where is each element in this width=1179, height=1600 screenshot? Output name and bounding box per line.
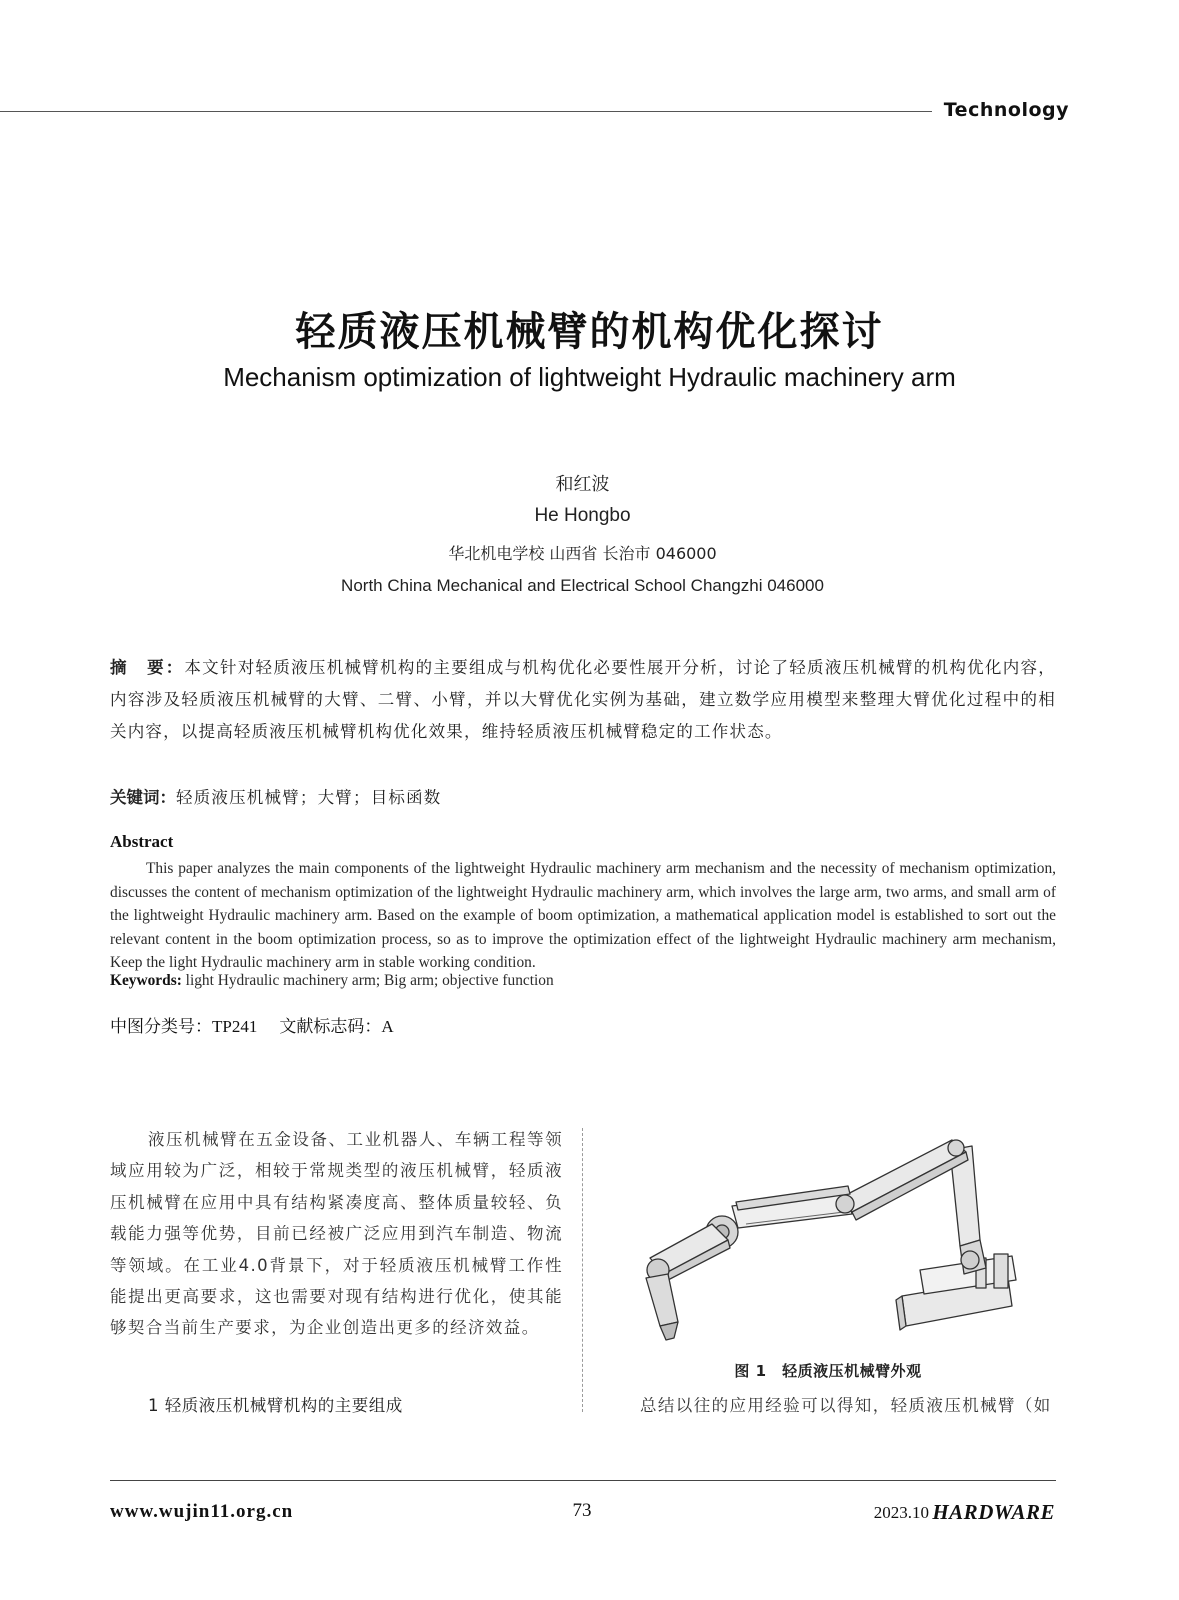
header-rule: [0, 111, 932, 112]
column-divider: [582, 1128, 583, 1412]
classification-line: [110, 1012, 394, 1037]
body-left-column: [110, 1124, 563, 1344]
keywords-english: [110, 972, 1056, 990]
section-heading-1: 1 轻质液压机械臂机构的主要组成: [148, 1396, 403, 1415]
abstract-chinese: [110, 652, 1056, 748]
issue-date: 2023.10: [873, 1503, 929, 1522]
hydraulic-arm-figure: [620, 1128, 1040, 1350]
title-english: Mechanism optimization of lightweight Hydraulic machinery arm: [223, 362, 956, 392]
document-code-value: A: [381, 1017, 394, 1036]
abstract-english-heading: Abstract: [110, 832, 174, 851]
header-section-label: Technology: [943, 99, 1069, 121]
author-name-chinese: 和红波: [555, 474, 610, 495]
keywords-english-text: light Hydraulic machinery arm; Big arm; objective function: [181, 972, 554, 989]
footer-rule: [110, 1480, 1056, 1481]
keywords-chinese-text: 轻质液压机械臂；大臂；目标函数: [176, 788, 442, 807]
intro-paragraph: 液压机械臂在五金设备、工业机器人、车辆工程等领域应用较为广泛，相较于常规类型的液压机械臂，轻质液压机械臂在应用中具有结构紧凑度高、整体质量较轻、负载能力强等优势，目前已经被广泛应用到汽车制造、物流等领域。在工业4.0背景下，对于轻质液压机械臂工作性能提出更高要求，这也需要对现有结构进行优化，使其能够契合当前生产要求，为企业创造出更多的经济效益。: [110, 1130, 563, 1338]
page-number: 73: [572, 1500, 592, 1521]
affiliation-chinese: 华北机电学校 山西省 长治市 046000: [448, 544, 717, 563]
keywords-english-label: Keywords:: [110, 972, 182, 989]
clc-label: 中图分类号：: [110, 1017, 212, 1037]
footer-website: www.wujin11.org.cn: [110, 1501, 294, 1522]
figure-caption: 图 1 轻质液压机械臂外观: [734, 1362, 922, 1380]
affiliation-english: North China Mechanical and Electrical School Changzhi 046000: [341, 576, 824, 595]
abstract-chinese-label: 摘 要：: [110, 658, 185, 677]
author-name-english: He Hongbo: [534, 505, 631, 526]
document-code-label: 文献标志码：: [279, 1017, 382, 1037]
clc-value: TP241: [212, 1017, 258, 1036]
title-chinese: 轻质液压机械臂的机构优化探讨: [295, 309, 884, 355]
abstract-chinese-text: 本文针对轻质液压机械臂机构的主要组成与机构优化必要性展开分析，讨论了轻质液压机械臂的机构优化内容，内容涉及轻质液压机械臂的大臂、二臂、小臂，并以大臂优化实例为基础，建立数学应用模型来整理大臂优化过程中的相关内容，以提高轻质液压机械臂机构优化效果，维持轻质液压机械臂稳定的工作状态。: [110, 658, 1057, 741]
keywords-chinese: [110, 784, 1056, 808]
abstract-english-text: This paper analyzes the main components of the lightweight Hydraulic machinery arm mechanism and the necessity of mechanism optimization, discusses the content of mechanism optimization of the lightweight Hydraulic machinery arm, which involves the large arm, two arms, and small arm of the lightweight Hydraulic machinery arm. Based on the example of boom optimization, a mathematical application model is established to sort out the relevant content in the boom optimization process, so as to improve the optimization effect of the lightweight Hydraulic machinery arm mechanism, Keep the light Hydraulic machinery arm in stable working condition.: [110, 860, 1056, 972]
keywords-chinese-label: 关键词：: [110, 788, 176, 807]
magazine-name: HARDWARE: [932, 1500, 1055, 1524]
body-right-column-text: 总结以往的应用经验可以得知，轻质液压机械臂（如: [640, 1396, 1052, 1415]
